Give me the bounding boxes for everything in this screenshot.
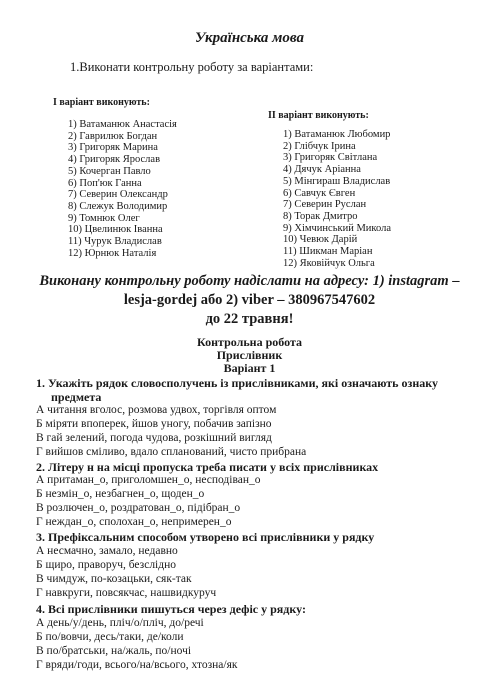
test-variant: Варіант 1 [223, 361, 276, 375]
notice-line-2: lesja-gordej або 2) viber – 380967547602 [123, 292, 376, 308]
variant-1-heading: І варіант виконують: [53, 97, 150, 108]
list-item: 8) Слежук Володимир [68, 200, 168, 212]
list-item: 5) Кочерган Павло [68, 165, 151, 177]
list-item: 4) Григоряк Ярослав [68, 154, 161, 166]
question-4-text: 4. Всі прислівники пишуться через дефіс у рядку: [36, 602, 306, 616]
list-item: 8) Торак Дмитро [283, 210, 358, 222]
question-4-option: Б по/вовчи, десь/таки, де/коли [36, 631, 184, 643]
question-3-text: 3. Префіксальним способом утворено всі прислівники у рядку [36, 530, 375, 544]
list-item: 11) Чурук Владислав [68, 236, 162, 248]
question-2-text: 2. Літеру н на місці пропуска треба писати у всіх прислівниках [36, 460, 379, 474]
test-title: Контрольна робота [197, 335, 302, 349]
list-item: 2) Гаврилюк Богдан [68, 130, 158, 142]
list-item: 6) Савчук Євген [283, 187, 356, 199]
question-3-option: В чимдуж, по-козацьки, сяк-так [36, 573, 192, 585]
test-subtitle: Прислівник [216, 348, 283, 362]
question-2-option: Б незмін_о, незбагнен_о, щоден_о [36, 488, 205, 500]
notice-line-1: Виконану контрольну роботу надіслати на адресу: 1) instagram – [39, 273, 460, 289]
list-item: 1) Ватаманюк Анастасія [68, 119, 177, 130]
question-1-option: Г вийшов сміливо, вдало спланований, чисто прибрана [36, 446, 307, 458]
list-item: 6) Поп'юк Ганна [68, 177, 142, 189]
question-1-option: Б міряти впоперек, йшов уногу, побачив запізно [36, 418, 272, 430]
list-item: 5) Мінгираш Владислав [283, 175, 391, 187]
notice-line-3: до 22 травня! [205, 311, 294, 327]
question-2-option: А притаман_о, приголомшен_о, несподіван_о [36, 474, 261, 486]
question-3-option: А несмачно, замало, недавно [36, 545, 178, 557]
question-1-option: А читання вголос, розмова удвох, торгівля оптом [36, 404, 277, 416]
list-item: 10) Чевюк Дарій [283, 234, 358, 246]
list-item: 7) Северин Олександр [68, 189, 168, 201]
list-item: 3) Григоряк Світлана [283, 152, 378, 164]
list-item: 10) Цвелинюк Іванна [68, 224, 163, 236]
list-item: 4) Дячук Аріанна [283, 164, 361, 176]
instruction-text: 1.Виконати контрольну роботу за варіантами: [70, 60, 314, 74]
list-item: 3) Григоряк Марина [68, 142, 158, 154]
list-item: 9) Томнюк Олег [68, 212, 140, 224]
list-item: 11) Шикман Маріан [283, 246, 373, 258]
list-item: 2) Глібчук Ірина [283, 140, 356, 152]
question-1-text-cont: предмета [36, 390, 102, 404]
question-3-option: Г навкруги, повсякчас, нашвидкуруч [36, 587, 217, 599]
list-item: 9) Хімчинський Микола [283, 222, 391, 234]
question-1-text: 1. Укажіть рядок словосполучень із прислівниками, які означають ознаку [36, 376, 438, 390]
question-4-option: А день/у/день, пліч/о/пліч, до/речі [36, 617, 204, 629]
list-item: 12) Яковійчук Ольга [283, 257, 375, 269]
variant-2-heading: ІІ варіант виконують: [268, 110, 369, 121]
variant-2-list [283, 129, 391, 269]
question-4-option: В по/братськи, на/жаль, по/ночі [36, 645, 192, 657]
question-1-option: В гай зелений, погода чудова, розкішний вигляд [36, 432, 272, 444]
variant-1-list [68, 119, 177, 259]
question-3-option: Б щиро, праворуч, безслідно [36, 559, 177, 571]
question-2-option: Г неждан_о, сполохан_о, непримерен_о [36, 516, 232, 528]
page-title: Українська мова [194, 30, 305, 46]
question-4-option: Г вряди/годи, всього/на/всього, хтозна/як [36, 659, 238, 671]
list-item: 7) Северин Руслан [283, 199, 367, 211]
list-item: 12) Юрнюк Наталія [68, 247, 157, 259]
list-item: 1) Ватаманюк Любомир [283, 129, 391, 140]
question-2-option: В розлючен_о, роздратован_о, підібран_о [36, 502, 241, 514]
